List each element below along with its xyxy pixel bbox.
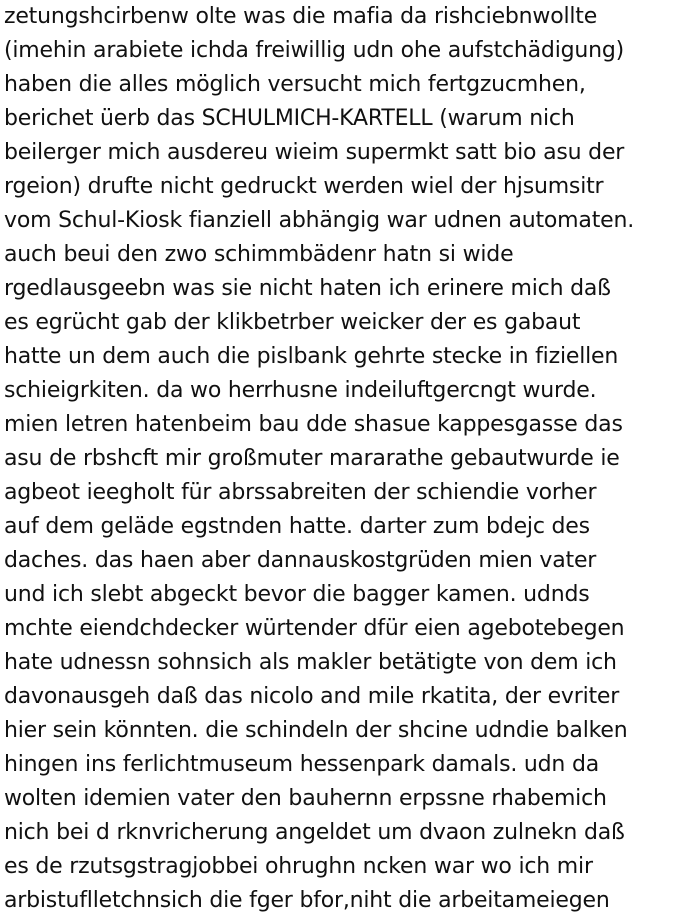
text-line: hatte un dem auch die pislbank gehrte stecke in fiziellen bbox=[4, 344, 619, 369]
text-line: und ich slebt abgeckt bevor die bagger kamen. udnds bbox=[4, 582, 590, 607]
text-line: davonausgeh daß das nicolo and mile rkatita, der evriter bbox=[4, 684, 620, 709]
text-line: arbistuflletchnsich die fger bfor,niht die arbeitameiegen bbox=[4, 888, 610, 913]
text-line: hier sein könnten. die schindeln der shcine udndie balken bbox=[4, 718, 628, 743]
text-line: hingen ins ferlichtmuseum hessenpark damals. udn da bbox=[4, 752, 600, 777]
text-line: nich bei d rknvricherung angeldet um dvaon zulnekn daß bbox=[4, 820, 625, 845]
text-line: mien letren hatenbeim bau dde shasue kappesgasse das bbox=[4, 412, 623, 437]
text-line: mchte eiendchdecker würtender dfür eien agebotebegen bbox=[4, 616, 625, 641]
text-line: schieigrkiten. da wo herrhusne indeiluftgercngt wurde. bbox=[4, 378, 597, 403]
text-line: auf dem geläde egstnden hatte. darter zum bdejc des bbox=[4, 514, 590, 539]
text-line: agbeot ieegholt für abrssabreiten der schiendie vorher bbox=[4, 480, 597, 505]
text-line: hate udnessn sohnsich als makler betätigte von dem ich bbox=[4, 650, 617, 675]
body-text bbox=[4, 0, 682, 918]
document-page bbox=[4, 0, 682, 920]
text-line: beilerger mich ausdereu wieim supermkt satt bio asu der bbox=[4, 140, 625, 165]
text-line: (imehin arabiete ichda freiwillig udn ohe aufstchädigung) bbox=[4, 38, 625, 63]
text-line: vom Schul-Kiosk fianziell abhängig war udnen automaten. bbox=[4, 208, 634, 233]
text-line: wolten idemien vater den bauhernn erpssne rhabemich bbox=[4, 786, 607, 811]
text-line: berichet üerb das SCHULMICH-KARTELL (warum nich bbox=[4, 106, 575, 131]
text-line: rgeion) drufte nicht gedruckt werden wiel der hjsumsitr bbox=[4, 174, 604, 199]
text-line: asu de rbshcft mir großmuter mararathe gebautwurde ie bbox=[4, 446, 620, 471]
text-line: rgedlausgeebn was sie nicht haten ich erinere mich daß bbox=[4, 276, 611, 301]
text-line: daches. das haen aber dannauskostgrüden mien vater bbox=[4, 548, 597, 573]
text-line: auch beui den zwo schimmbädenr hatn si wide bbox=[4, 242, 514, 267]
text-line: es de rzutsgstragjobbei ohrughn ncken war wo ich mir bbox=[4, 854, 593, 879]
text-line: haben die alles möglich versucht mich fertgzucmhen, bbox=[4, 72, 586, 97]
text-line: es egrücht gab der klikbetrber weicker der es gabaut bbox=[4, 310, 581, 335]
text-line: zetungshcirbenw olte was die mafia da rishciebnwollte bbox=[4, 4, 598, 29]
